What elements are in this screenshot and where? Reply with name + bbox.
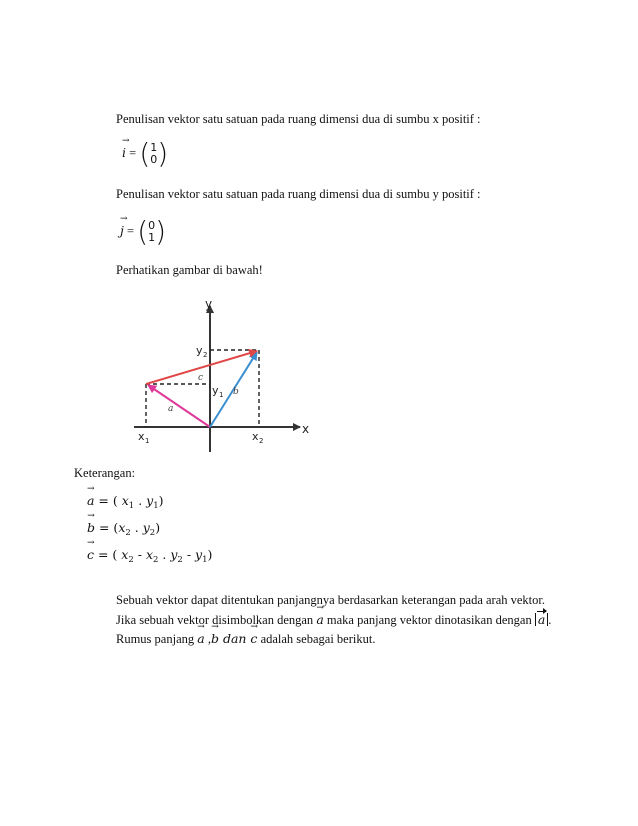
eq-c-x2s: 2 xyxy=(153,555,159,565)
equation-b xyxy=(87,520,161,538)
p6-c: → c xyxy=(250,631,257,646)
p5-mid: maka panjang vektor dinotasikan dengan xyxy=(323,613,535,627)
eq-b-lhs: → b xyxy=(87,520,95,535)
eq-a-dot: . xyxy=(134,493,147,508)
eq-c-eq: = ( xyxy=(94,547,122,562)
eq-b-y: y xyxy=(142,520,150,535)
eq-c-dot: . xyxy=(158,547,171,562)
vector-j-bottom: 1 xyxy=(148,231,156,244)
vector-j-top: 0 xyxy=(148,219,156,232)
label-y1: y xyxy=(212,384,219,397)
vector-a-arrow xyxy=(148,385,210,427)
eq-c-minus1: - xyxy=(133,547,146,562)
paragraph-y-unit-vector: Penulisan vektor satu satuan pada ruang dimensi dua di sumbu y positif : xyxy=(116,187,481,201)
equation-c xyxy=(87,547,213,565)
axis-x-label: x xyxy=(302,422,310,436)
paragraph-x-unit-vector: Penulisan vektor satu satuan pada ruang dimensi dua di sumbu x positif : xyxy=(116,112,481,126)
label-c: c xyxy=(198,373,204,383)
eq-c-ys: 2 xyxy=(177,555,183,565)
p6-b: → b xyxy=(211,631,219,646)
label-a: a xyxy=(168,404,174,414)
eq-c-lhs: → c xyxy=(87,547,94,562)
label-x1-sub: 1 xyxy=(145,437,150,445)
eq-b-eq: = ( xyxy=(95,520,119,535)
eq-a-close: ) xyxy=(158,493,164,508)
eq-c-x: x xyxy=(121,547,129,562)
eq-b-dot: . xyxy=(130,520,143,535)
paragraph-length-formula xyxy=(116,631,375,647)
p5-pre: Jika sebuah vektor disimbolkan dengan xyxy=(116,613,317,627)
unit-vector-i xyxy=(122,137,169,170)
eq-b-xs: 2 xyxy=(125,528,131,538)
eq-c-xs: 2 xyxy=(128,555,134,565)
unit-vector-j xyxy=(120,215,167,248)
paragraph-vector-notation xyxy=(116,612,551,628)
label-x2: x xyxy=(252,430,259,443)
eq-c-y2s: 1 xyxy=(202,555,208,565)
label-b: b xyxy=(233,387,239,397)
vector-i-top: 1 xyxy=(150,141,158,154)
magnitude-notation xyxy=(535,613,548,626)
p5-magn: a xyxy=(537,612,546,627)
label-y2-sub: 2 xyxy=(203,351,208,359)
p6-pre: Rumus panjang xyxy=(116,632,198,646)
eq-a-lhs: → a xyxy=(87,493,94,508)
p6-a: → a xyxy=(197,631,204,646)
eq-b-close: ) xyxy=(155,520,161,535)
vector-i-column: ( 1 0 ) xyxy=(139,137,169,170)
vector-j-column: ( 0 1 ) xyxy=(137,215,167,248)
eq-b-x: x xyxy=(118,520,126,535)
keterangan-heading: Keterangan: xyxy=(74,466,136,480)
p6-dan: dan xyxy=(218,631,251,646)
eq-a-xs: 1 xyxy=(128,501,135,511)
axis-y-label: y xyxy=(205,297,213,311)
vector-j-symbol: → j xyxy=(120,223,124,238)
vector-i-symbol: → i xyxy=(122,145,126,160)
eq-a-eq: = ( xyxy=(94,493,122,508)
label-x2-sub: 2 xyxy=(259,437,264,445)
eq-c-x2: x xyxy=(145,547,154,562)
eq-b-ys: 2 xyxy=(149,528,156,538)
vector-i-bottom: 0 xyxy=(150,153,158,166)
paragraph-see-figure: Perhatikan gambar di bawah! xyxy=(116,263,263,277)
equation-a xyxy=(87,493,164,511)
eq-c-y2: y xyxy=(195,547,203,562)
vector-i-equals: = xyxy=(129,145,137,160)
p6-end: adalah sebagai berikut. xyxy=(257,632,376,646)
p6-comma: , xyxy=(204,632,211,646)
paragraph-vector-length: Sebuah vektor dapat ditentukan panjangnya berdasarkan keterangan pada arah vektor. xyxy=(116,593,545,607)
eq-a-ys: 1 xyxy=(153,501,159,511)
eq-c-minus2: - xyxy=(182,547,196,562)
eq-c-y: y xyxy=(170,547,178,562)
eq-c-close: ) xyxy=(207,547,213,562)
vector-j-equals: = xyxy=(127,223,135,238)
p5-symbol: → a xyxy=(316,612,323,627)
label-y2: y xyxy=(196,344,203,357)
eq-a-y: y xyxy=(146,493,154,508)
vector-diagram xyxy=(120,290,320,460)
label-x1: x xyxy=(138,430,145,443)
label-y1-sub: 1 xyxy=(219,391,224,399)
eq-a-x: x xyxy=(121,493,129,508)
p5-end: . xyxy=(548,613,552,627)
